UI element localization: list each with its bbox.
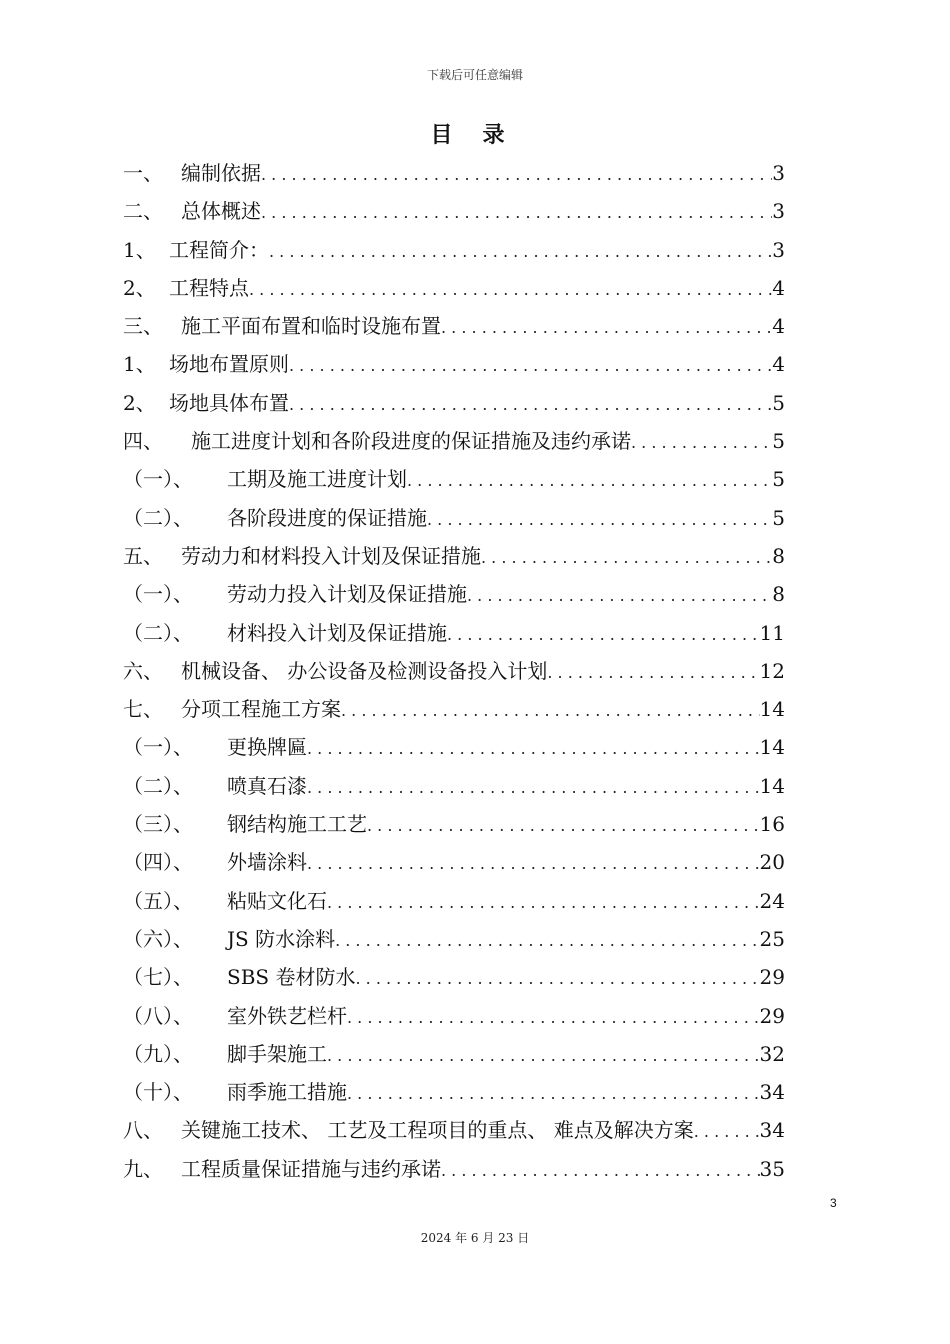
toc-leader-dots — [261, 194, 772, 230]
toc-entry[interactable] — [123, 997, 785, 1035]
toc-entry-title: 工期及施工进度计划 — [227, 467, 407, 492]
toc-leader-dots — [269, 233, 772, 269]
toc-entry-number: （二）、 — [123, 505, 193, 530]
toc-entry-number: 1、 — [123, 237, 156, 262]
toc-entry-number: （六）、 — [123, 926, 193, 951]
toc-entry-page: 3 — [772, 199, 785, 224]
toc-entry-number: （四）、 — [123, 850, 193, 875]
toc-entry-page: 5 — [772, 390, 785, 415]
toc-entry-number: （一）、 — [123, 467, 193, 492]
toc-entry-title: 工程简介： — [169, 237, 269, 262]
toc-entry-page: 29 — [759, 1003, 785, 1028]
toc-entry-page: 35 — [759, 1156, 785, 1181]
toc-entry-title: 编制依据 — [181, 161, 261, 185]
toc-leader-dots — [335, 922, 759, 958]
toc-entry-number: 七、 — [123, 697, 163, 722]
toc-entry-number: （九）、 — [123, 1041, 193, 1066]
toc-entry-number: （八）、 — [123, 1003, 193, 1028]
toc-entry-page: 4 — [772, 352, 785, 377]
toc-entry-title: 劳动力和材料投入计划及保证措施 — [181, 543, 481, 568]
toc-entry-title: 场地布置原则 — [169, 352, 289, 377]
toc-entry[interactable] — [123, 307, 785, 345]
toc-entry-number: （一）、 — [123, 735, 193, 760]
toc-entry[interactable] — [123, 537, 785, 575]
toc-entry-title: 场地具体布置 — [169, 390, 289, 415]
toc-leader-dots — [447, 616, 760, 652]
toc-entry[interactable] — [123, 422, 785, 460]
toc-leader-dots — [327, 884, 760, 920]
toc-entry-page: 8 — [772, 582, 785, 607]
toc-entry-number: （五）、 — [123, 888, 193, 913]
toc-leader-dots — [341, 692, 760, 728]
toc-entry[interactable] — [123, 843, 785, 881]
toc-entry-number: 六、 — [123, 658, 163, 683]
toc-entry[interactable] — [123, 652, 785, 690]
toc-entry-title: 关键施工技术、 工艺及工程项目的重点、 难点及解决方案 — [181, 1118, 694, 1143]
toc-entry-number: 四、 — [123, 429, 163, 454]
toc-entry-number: 1、 — [123, 352, 156, 377]
toc-entry-title: 机械设备、 办公设备及检测设备投入计划 — [181, 658, 548, 683]
toc-entry[interactable] — [123, 805, 785, 843]
toc-entry[interactable] — [123, 192, 785, 230]
toc-entry-title: 劳动力投入计划及保证措施 — [227, 582, 467, 607]
toc-entry-number: 一、 — [123, 161, 163, 185]
table-of-contents — [123, 154, 785, 1188]
toc-leader-dots — [307, 845, 760, 881]
toc-entry-number: （二）、 — [123, 620, 193, 645]
toc-entry-page: 4 — [772, 275, 785, 300]
toc-entry-title: 外墙涂料 — [227, 850, 307, 875]
toc-entry-title: 雨季施工措施 — [227, 1080, 347, 1105]
toc-entry[interactable] — [123, 728, 785, 766]
toc-entry[interactable] — [123, 882, 785, 920]
toc-entry-page: 14 — [759, 697, 785, 722]
toc-entry-number: （一）、 — [123, 582, 193, 607]
toc-entry-page: 29 — [759, 965, 785, 990]
toc-entry[interactable] — [123, 1150, 785, 1188]
toc-entry-title: 施工平面布置和临时设施布置 — [181, 314, 441, 339]
toc-title: 目录 — [430, 122, 535, 148]
toc-entry[interactable] — [123, 575, 785, 613]
toc-entry-page: 8 — [772, 543, 785, 568]
toc-entry-title: 更换牌匾 — [227, 735, 307, 760]
toc-entry[interactable] — [123, 154, 785, 192]
toc-entry[interactable] — [123, 958, 785, 996]
toc-leader-dots — [289, 347, 772, 383]
toc-entry[interactable] — [123, 614, 785, 652]
toc-leader-dots — [441, 1152, 760, 1188]
toc-entry[interactable] — [123, 499, 785, 537]
toc-entry-page: 11 — [759, 620, 785, 645]
toc-entry-page: 3 — [772, 161, 785, 185]
toc-leader-dots — [327, 1037, 760, 1073]
toc-leader-dots — [427, 501, 772, 537]
toc-entry-page: 14 — [759, 735, 785, 760]
toc-leader-dots — [347, 999, 760, 1035]
toc-entry[interactable] — [123, 1035, 785, 1073]
toc-entry-number: 2、 — [123, 390, 156, 415]
toc-entry[interactable] — [123, 345, 785, 383]
toc-entry-title: 材料投入计划及保证措施 — [227, 620, 447, 645]
toc-entry-title: 工程特点 — [169, 275, 249, 300]
toc-entry[interactable] — [123, 1073, 785, 1111]
toc-leader-dots — [367, 807, 760, 843]
toc-entry-title: 室外铁艺栏杆 — [227, 1003, 347, 1028]
toc-leader-dots — [307, 730, 760, 766]
toc-entry-page: 32 — [759, 1041, 785, 1066]
toc-entry-number: 五、 — [123, 543, 163, 568]
toc-leader-dots — [289, 386, 772, 422]
toc-entry-number: 二、 — [123, 199, 163, 224]
toc-entry-title: 工程质量保证措施与违约承诺 — [181, 1156, 441, 1181]
toc-entry-page: 5 — [772, 505, 785, 530]
toc-entry-title: JS 防水涂料 — [227, 926, 336, 951]
toc-entry[interactable] — [123, 1111, 785, 1149]
toc-leader-dots — [694, 1113, 760, 1149]
toc-entry-title: 脚手架施工 — [227, 1041, 327, 1066]
toc-entry-title: 分项工程施工方案 — [181, 697, 341, 722]
toc-leader-dots — [307, 769, 760, 805]
toc-entry[interactable] — [123, 269, 785, 307]
page-header: 下载后可任意编辑 — [426, 68, 523, 82]
toc-entry-number: 2、 — [123, 275, 156, 300]
toc-entry-title: 各阶段进度的保证措施 — [227, 505, 427, 530]
toc-entry-title: SBS 卷材防水 — [227, 965, 356, 990]
toc-entry-page: 24 — [759, 888, 785, 913]
toc-entry-page: 14 — [759, 773, 785, 798]
toc-entry-number: 三、 — [123, 314, 163, 339]
toc-entry-number: （二）、 — [123, 773, 193, 798]
toc-entry-page: 5 — [772, 429, 785, 454]
toc-entry-title: 喷真石漆 — [227, 773, 307, 798]
toc-leader-dots — [347, 1075, 760, 1111]
toc-entry-page: 3 — [772, 237, 785, 262]
toc-entry-number: （三）、 — [123, 812, 193, 837]
toc-entry-page: 34 — [759, 1080, 785, 1105]
toc-leader-dots — [407, 462, 772, 498]
toc-entry-title: 钢结构施工工艺 — [227, 812, 367, 837]
toc-entry-number: 八、 — [123, 1118, 163, 1143]
toc-leader-dots — [467, 577, 772, 613]
toc-entry[interactable] — [123, 231, 785, 269]
toc-entry-page: 34 — [759, 1118, 785, 1143]
toc-entry-title: 粘贴文化石 — [227, 888, 327, 913]
toc-leader-dots — [261, 156, 772, 192]
toc-entry-title: 总体概述 — [181, 199, 261, 224]
toc-entry-page: 20 — [759, 850, 785, 875]
toc-entry[interactable] — [123, 384, 785, 422]
toc-entry-page: 4 — [772, 314, 785, 339]
toc-leader-dots — [249, 271, 772, 307]
toc-entry-page: 12 — [759, 658, 785, 683]
toc-leader-dots — [481, 539, 772, 575]
toc-entry[interactable] — [123, 460, 785, 498]
toc-entry-title: 施工进度计划和各阶段进度的保证措施及违约承诺 — [191, 429, 631, 454]
toc-entry[interactable] — [123, 920, 785, 958]
toc-leader-dots — [355, 960, 759, 996]
toc-entry[interactable] — [123, 690, 785, 728]
toc-entry-page: 25 — [759, 926, 785, 951]
toc-entry[interactable] — [123, 767, 785, 805]
toc-entry-number: （七）、 — [123, 965, 193, 990]
toc-leader-dots — [547, 654, 759, 690]
footer-date: 2024 年 6 月 23 日 — [420, 1231, 530, 1245]
toc-entry-page: 5 — [772, 467, 785, 492]
toc-entry-number: （十）、 — [123, 1080, 193, 1105]
toc-leader-dots — [631, 424, 772, 460]
toc-entry-page: 16 — [759, 812, 785, 837]
toc-leader-dots — [441, 309, 772, 345]
page-number: 3 — [830, 1196, 837, 1210]
toc-entry-number: 九、 — [123, 1156, 163, 1181]
